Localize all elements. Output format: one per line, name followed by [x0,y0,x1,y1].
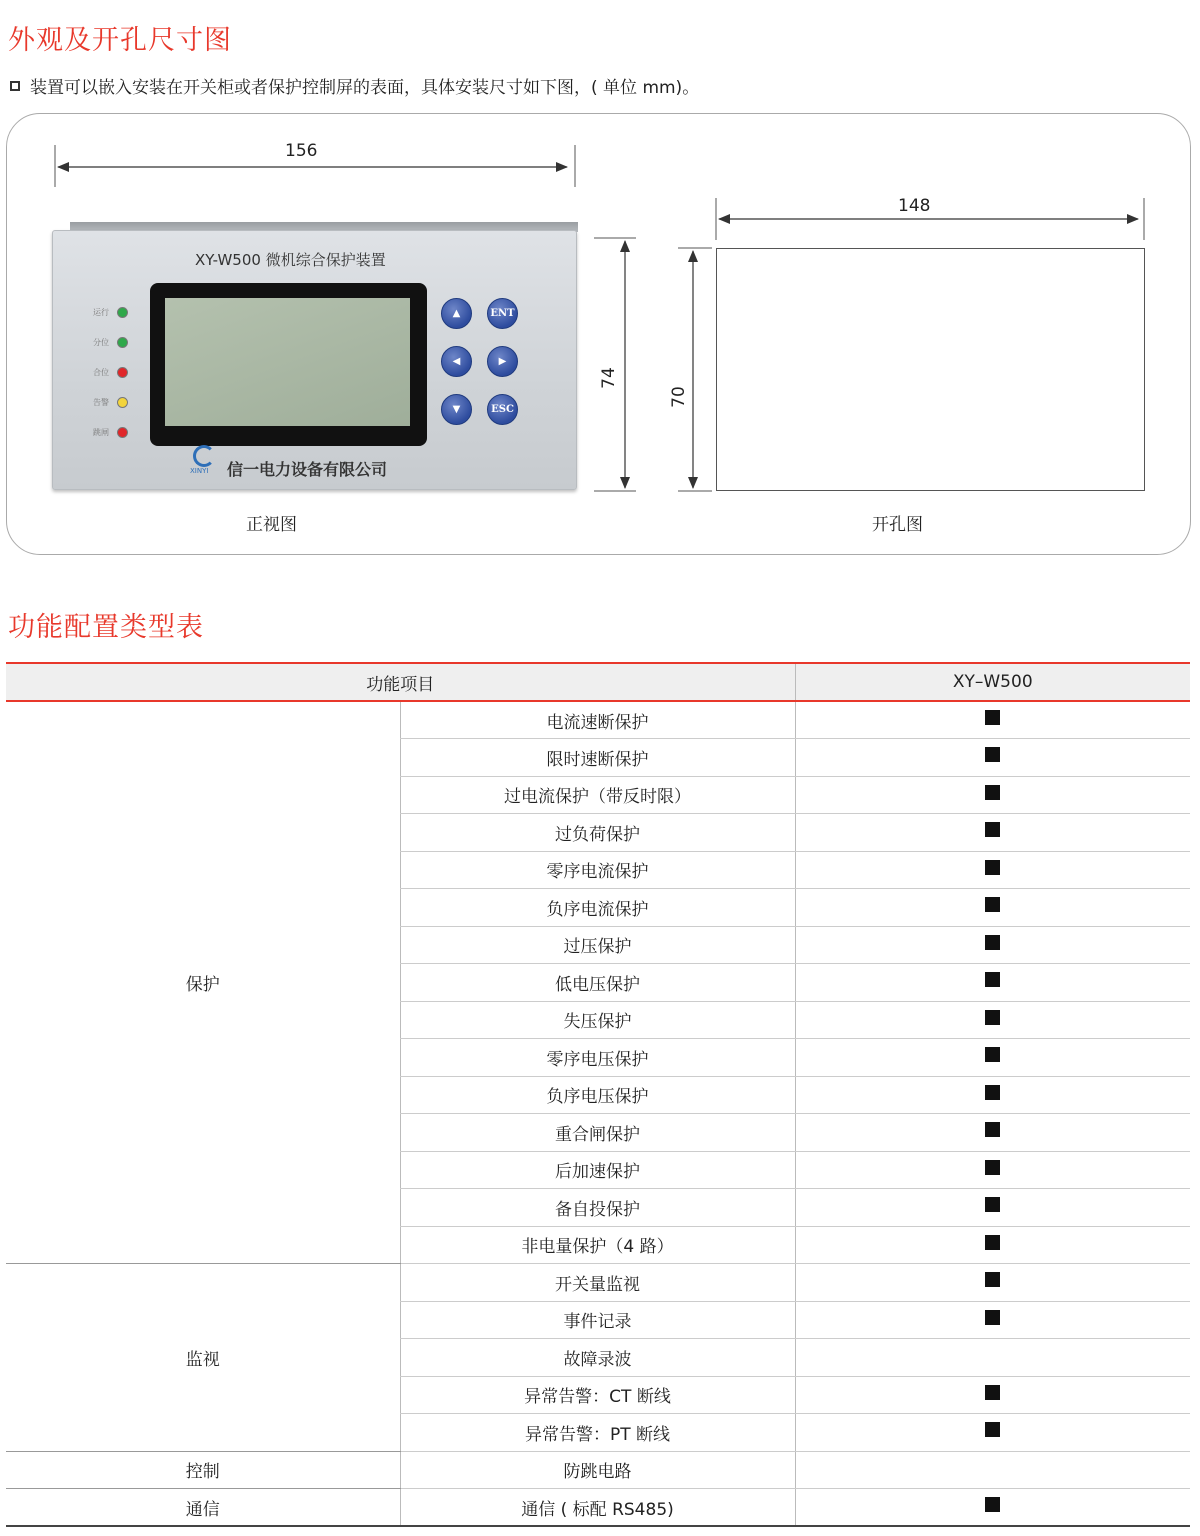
led-indicator-icon [117,427,128,438]
led-row [93,327,128,357]
front-width-label: 156 [285,141,318,161]
intro-text: 装置可以嵌入安装在开关柜或者保护控制屏的表面，具体安装尺寸如下图，( 单位 mm)。 [30,78,700,98]
header-function: 功能项目 [6,663,795,701]
support-cell [795,964,1190,1002]
filled-square-icon [985,1385,1000,1400]
filled-square-icon [985,935,1000,950]
filled-square-icon [985,1047,1000,1062]
function-item: 异常告警：PT 断线 [400,1414,795,1452]
support-cell [795,1151,1190,1189]
function-item: 零序电压保护 [400,1039,795,1077]
led-label: 运行 [93,307,109,317]
company-logo [190,445,215,475]
support-cell [795,1489,1190,1527]
filled-square-icon [985,747,1000,762]
function-item: 电流速断保护 [400,701,795,739]
support-cell [795,701,1190,739]
company-name: 信一电力设备有限公司 [227,460,388,479]
function-item: 低电压保护 [400,964,795,1002]
table-row [6,701,1190,739]
led-label: 合位 [93,367,109,377]
table-row [6,1489,1190,1527]
filled-square-icon [985,1272,1000,1287]
led-label: 分位 [93,337,109,347]
support-cell [795,889,1190,927]
cutout-rectangle [716,248,1145,491]
section-title-functions: 功能配置类型表 [8,612,204,643]
led-row [93,417,128,447]
group-name: 控制 [6,1451,400,1489]
filled-square-icon [985,1235,1000,1250]
function-item: 事件记录 [400,1301,795,1339]
filled-square-icon [985,1085,1000,1100]
left-arrow-key-icon: ◀ [441,346,472,377]
led-label: 跳闸 [93,427,109,437]
table-header-row [6,663,1190,701]
logo-icon [193,445,215,467]
function-item: 过电流保护（带反时限） [400,776,795,814]
function-item: 过负荷保护 [400,814,795,852]
support-cell [795,1264,1190,1302]
support-cell [795,1376,1190,1414]
device-front-view [52,230,577,490]
support-cell [795,1076,1190,1114]
section-title-dimensions: 外观及开孔尺寸图 [8,25,232,56]
function-item: 故障录波 [400,1339,795,1377]
led-label: 告警 [93,397,109,407]
group-name: 监视 [6,1264,400,1452]
group-name: 通信 [6,1489,400,1527]
function-item: 失压保护 [400,1001,795,1039]
support-cell [795,1039,1190,1077]
table-row [6,1264,1190,1302]
front-height-label: 74 [598,367,619,389]
down-arrow-key-icon: ▼ [441,394,472,425]
led-row [93,297,128,327]
lcd-frame [150,283,427,446]
function-item: 异常告警：CT 断线 [400,1376,795,1414]
lcd-screen [165,298,410,426]
function-item: 负序电压保护 [400,1076,795,1114]
function-item: 备自投保护 [400,1189,795,1227]
table-row [6,1451,1190,1489]
filled-square-icon [985,1010,1000,1025]
function-item: 防跳电路 [400,1451,795,1489]
support-cell [795,1189,1190,1227]
filled-square-icon [985,897,1000,912]
cutout-width-label: 148 [898,196,931,216]
filled-square-icon [985,822,1000,837]
led-indicator-icon [117,337,128,348]
led-indicator-icon [117,307,128,318]
function-item: 负序电流保护 [400,889,795,927]
function-item: 零序电流保护 [400,851,795,889]
function-item: 过压保护 [400,926,795,964]
filled-square-icon [985,785,1000,800]
filled-square-icon [985,1310,1000,1325]
support-cell [795,814,1190,852]
filled-square-icon [985,1497,1000,1512]
function-item: 限时速断保护 [400,739,795,777]
support-cell [795,851,1190,889]
support-cell [795,926,1190,964]
device-title: XY-W500 微机综合保护装置 [195,251,386,269]
cutout-height-label: 70 [668,386,689,408]
led-row [93,387,128,417]
support-cell [795,1339,1190,1377]
function-item: 重合闸保护 [400,1114,795,1152]
header-model: XY–W500 [795,663,1190,701]
logo-subtext: XINYI [190,467,209,475]
right-arrow-key-icon: ▶ [487,346,518,377]
ent-key: ENT [487,298,518,329]
support-cell [795,1301,1190,1339]
support-cell [795,1001,1190,1039]
group-name: 保护 [6,701,400,1264]
filled-square-icon [985,1197,1000,1212]
front-view-caption: 正视图 [246,515,297,535]
function-item: 非电量保护（4 路） [400,1226,795,1264]
led-row [93,357,128,387]
support-cell [795,776,1190,814]
support-cell [795,1226,1190,1264]
function-item: 开关量监视 [400,1264,795,1302]
filled-square-icon [985,1422,1000,1437]
support-cell [795,1451,1190,1489]
support-cell [795,1414,1190,1452]
filled-square-icon [985,1160,1000,1175]
function-item: 后加速保护 [400,1151,795,1189]
cutout-caption: 开孔图 [872,515,923,535]
filled-square-icon [985,710,1000,725]
esc-key: ESC [487,394,518,425]
filled-square-icon [985,860,1000,875]
led-indicator-icon [117,397,128,408]
led-panel [93,297,128,447]
filled-square-icon [985,1122,1000,1137]
filled-square-icon [985,972,1000,987]
support-cell [795,739,1190,777]
support-cell [795,1114,1190,1152]
function-table [6,662,1190,1527]
up-arrow-key-icon: ▲ [441,298,472,329]
led-indicator-icon [117,367,128,378]
function-item: 通信 ( 标配 RS485) [400,1489,795,1527]
